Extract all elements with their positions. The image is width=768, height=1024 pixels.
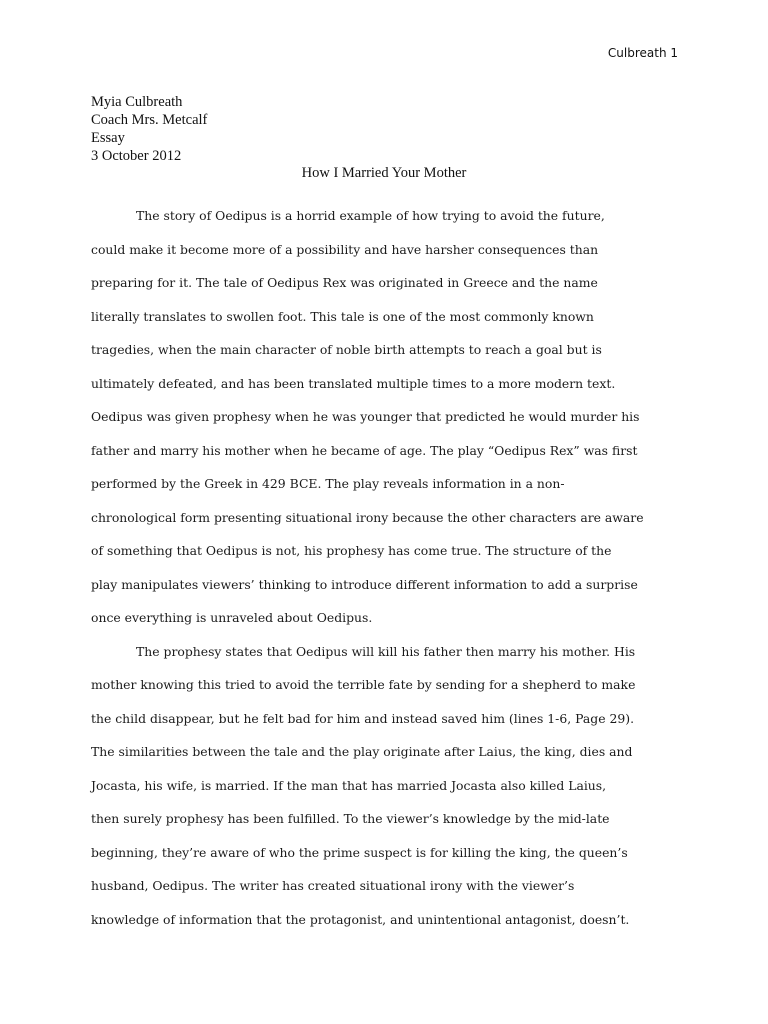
course-name: Essay — [91, 130, 125, 146]
author-name: Myia Culbreath — [91, 94, 183, 110]
essay-title: How I Married Your Mother — [301, 165, 467, 181]
text-line: performed by the Greek in 429 BCE. The play reveals information in a non- — [91, 476, 565, 491]
text-line: mother knowing this tried to avoid the terrible fate by sending for a shepherd to make — [91, 677, 636, 692]
text-line: Jocasta, his wife, is married. If the man that has married Jocasta also killed Laius, — [91, 777, 607, 793]
text-line: play manipulates viewers’ thinking to introduce different information to add a surprise — [91, 576, 638, 592]
instructor-name: Coach Mrs. Metcalf — [91, 112, 208, 128]
mla-heading — [91, 93, 207, 165]
text-line: beginning, they’re aware of who the prime suspect is for killing the king, the queen’s — [91, 844, 628, 860]
running-head-page-number: Culbreath 1 — [607, 46, 678, 60]
text-line: literally translates to swollen foot. This tale is one of the most commonly known — [91, 308, 594, 324]
text-line: The prophesy states that Oedipus will kill his father then marry his mother. His — [136, 643, 636, 659]
text-line: Oedipus was given prophesy when he was younger that predicted he would murder his — [91, 409, 640, 424]
text-line: The story of Oedipus is a horrid example of how trying to avoid the future, — [136, 208, 605, 223]
text-line: then surely prophesy has been fulfilled. To the viewer’s knowledge by the mid-late — [91, 811, 610, 826]
text-line: father and marry his mother when he became of age. The play “Oedipus Rex” was first — [91, 442, 638, 458]
paragraph-1 — [91, 199, 682, 635]
text-line: ultimately defeated, and has been translated multiple times to a more modern text. — [91, 375, 616, 391]
text-line: chronological form presenting situational irony because the other characters are aware — [91, 509, 644, 525]
text-line: The similarities between the tale and the play originate after Laius, the king, dies and — [91, 744, 633, 759]
essay-body — [91, 199, 682, 936]
text-line: of something that Oedipus is not, his prophesy has come true. The structure of the — [91, 543, 612, 558]
text-line: once everything is unraveled about Oedipus. — [91, 610, 373, 625]
essay-date: 3 October 2012 — [91, 148, 182, 164]
text-line: the child disappear, but he felt bad for him and instead saved him (lines 1-6, Page 29). — [91, 710, 635, 726]
paragraph-2 — [91, 635, 682, 937]
text-line: preparing for it. The tale of Oedipus Rex was originated in Greece and the name — [91, 275, 598, 290]
text-line: husband, Oedipus. The writer has created situational irony with the viewer’s — [91, 878, 575, 893]
text-line: tragedies, when the main character of noble birth attempts to reach a goal but is — [91, 342, 602, 357]
text-line: knowledge of information that the protagonist, and unintentional antagonist, doesn’t. — [91, 911, 630, 927]
text-line: could make it become more of a possibility and have harsher consequences than — [91, 241, 599, 257]
